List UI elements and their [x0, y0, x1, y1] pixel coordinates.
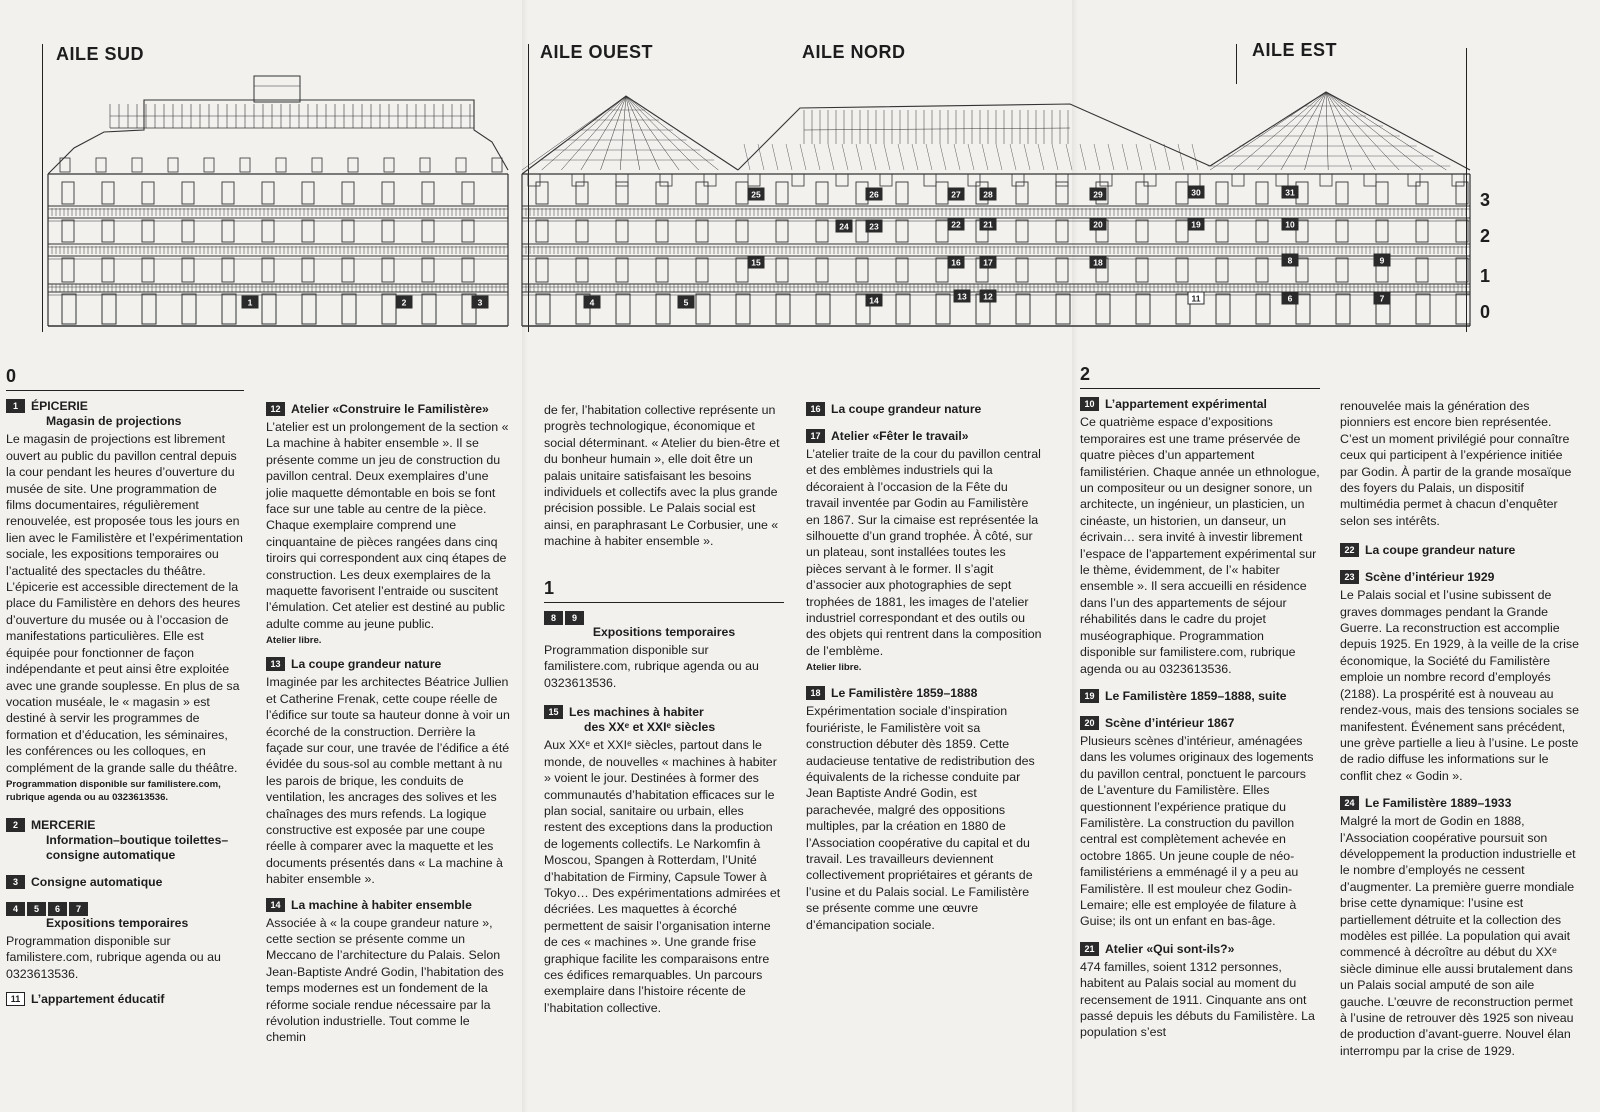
entry-body: Ce quatrième espace d’expositions temporaires est une trame préservée de quatre pièces d’un appartement familistérien. Chaque année un ethnologue, un compositeur ou un designer sonore, un architecte, un ingénieur, un plasticien, un cinéaste, un historien, un danseur, un écrivain… sera invité à investir librement l’espace de l’appartement expérimental sur le thème, évidemment, de l’« habiter ensemble ». Il sera accueilli en résidence dans l’un des appartements de séjour réhabilités dans le cadre du projet muséographique. Programmation disponible sur familistere.com, rubrique agenda ou au 0323613536.: [1080, 415, 1320, 676]
room-marker-label-19: 19: [1191, 219, 1201, 230]
room-marker-label-8: 8: [1287, 255, 1293, 266]
entry-title: L’appartement éducatif: [31, 992, 165, 1007]
entry-title: Scène d’intérieur 1929: [1365, 570, 1495, 585]
entry-2: [6, 818, 244, 863]
entry-body: L’atelier traite de la cour du pavillon central et des emblèmes industriels qui la décoraient à l’occasion de la Fête du travail inventée par Godin au Familistère en 1867. Sur la cimaise est représentée la silhouette d’un grand trophée. À côté, sur un plateau, sont installées toutes les pièces servant à le former. Il s’agit d’associer aux photographies de sept trophées de 1881, les images de l’atelier industriel correspondant et des outils ou des objets qui rentrent dans la composition de l’emblème.: [806, 447, 1042, 658]
entry-title: ÉPICERIE: [31, 399, 88, 414]
room-marker-label-12: 12: [983, 291, 993, 302]
entry-title: Atelier «Qui sont-ils?»: [1105, 941, 1235, 956]
room-marker-label-28: 28: [983, 189, 993, 200]
entry-title: MERCERIE: [31, 817, 96, 832]
text-column-6: [1340, 398, 1580, 1068]
room-badge: 23: [1340, 570, 1359, 584]
level-label-3: 3: [1480, 190, 1491, 210]
wing-label-nord: AILE NORD: [802, 42, 906, 62]
room-marker-label-20: 20: [1093, 219, 1103, 230]
entry-title: Le Familistère 1859–1888, suite: [1105, 688, 1287, 703]
entry-body: Le magasin de projections est librement ouvert au public du pavillon central depuis la cour pendant les heures d’ouverture du musée de site. Une programmation de films documentaires, régulièrement renouvelée, est proposée tous les jours en lien avec le Familistère et l’expérimentation sociale, les expositions temporaires ou l’actualité des spectacles du théâtre. L’épicerie est accessible directement de la place du Familistère en dehors des heures d’ouverture du musée ou à l’occasion de manifestations particulières. Elle est équipée pour fonctionner de façon indépendante et peut ainsi être exploitée avec une grande souplesse. En plus de sa vocation muséale, le « magasin » est destiné à servir les programmes de formation et d’éducation, les séminaires, les conférences ou les colloques, en complément de la grande salle du théâtre.: [6, 432, 243, 775]
room-badge: 20: [1080, 716, 1099, 730]
entry-subtitle: Magasin de projections: [46, 414, 182, 429]
room-marker-label-11: 11: [1191, 293, 1201, 304]
room-marker-label-17: 17: [983, 257, 993, 268]
room-badge: 1: [6, 399, 25, 413]
room-badge: 13: [266, 657, 285, 671]
text-column-4: [806, 402, 1044, 942]
entry-15: [544, 705, 784, 1016]
room-badge: 19: [1080, 689, 1099, 703]
entry-body: Malgré la mort de Godin en 1888, l’Association coopérative poursuit son développement la production industrielle et le nombre d’employés ne cessent d’augmenter. La première guerre mondiale brise cette dynamique: l’usine est partiellement détruite et la collection des modèles est pillée. La population qui avait commencé à décroître au début du XXᵉ siècle diminue elle aussi brutalement dans un Palais social amputé de son aile gauche. L’œuvre de reconstruction permet à l’usine de retrouver dès 1925 son niveau de production d’avant-guerre. Nouvel élan interrompu par la crise de 1929.: [1340, 814, 1576, 1058]
room-marker-label-22: 22: [951, 219, 961, 230]
entry-body: L’atelier est un prolongement de la section « La machine à habiter ensemble ». Il se présente comme un jeu de construction du pavillon central. Deux exemplaires d’une jolie maquette démontable en bois se font face sur une table au centre de la pièce. Chaque exemplaire comprend une cinquantaine de pièces rangées dans cinq tiroirs qui correspondent aux cinq étapes de construction. Les deux exemplaires de la maquette favorisent l’entraide ou suscitent l’émulation. Cet atelier est destiné au public adulte comme au jeune public.: [266, 420, 509, 631]
room-badge: 12: [266, 402, 285, 416]
section-rule: [1080, 388, 1320, 389]
text-column-2: [266, 402, 510, 1055]
room-marker-label-21: 21: [983, 219, 993, 230]
entry-title: La coupe grandeur nature: [291, 657, 442, 672]
room-badge: 8: [544, 611, 563, 625]
entry-12: [266, 402, 510, 647]
entry-18: [806, 686, 1044, 933]
entry-note: Atelier libre.: [806, 662, 862, 674]
text-column-5: [1080, 366, 1320, 1050]
level-axis: [1466, 48, 1467, 332]
entry-3: [6, 875, 244, 890]
entry-body: Le Palais social et l’usine subissent de graves dommages pendant la Grande Guerre. La reconstruction est accomplie depuis 1925. En 1929, à la veille de la crise économique, la Société du Familistère emploie un nombre record d’employés (2188). La prospérité est à nouveau au rendez-vous, mais des tensions sociales se manifestent. Événement sans précédent, une grève partielle a lieu à l’usine. Le poste de radio diffuse les informations sur le conflit chez « Godin ».: [1340, 588, 1580, 783]
entry-16: [806, 402, 1044, 417]
room-badge: 17: [806, 429, 825, 443]
entry-title: La coupe grandeur nature: [1365, 543, 1516, 558]
room-marker-label-27: 27: [951, 189, 961, 200]
entry-body: Programmation disponible sur familistere.com, rubrique agenda ou au 0323613536.: [6, 933, 221, 981]
entry-note: Programmation disponible sur familistere.com, rubrique agenda ou au 0323613536.: [6, 778, 221, 803]
room-marker-label-15: 15: [751, 257, 761, 268]
wing-label-sud: AILE SUD: [56, 44, 145, 64]
section-number: 0: [6, 366, 17, 386]
room-badge: 6: [48, 902, 67, 916]
entry-title: Scène d’intérieur 1867: [1105, 715, 1235, 730]
entry-subtitle: Expositions temporaires: [46, 915, 189, 930]
entry-title: La machine à habiter ensemble: [291, 897, 472, 912]
room-marker-label-31: 31: [1285, 187, 1295, 198]
entry-subtitle: Expositions temporaires: [592, 625, 736, 640]
room-badge: 10: [1080, 397, 1099, 411]
room-badge: 3: [6, 875, 25, 889]
section-number: 2: [1080, 364, 1091, 384]
room-marker-label-16: 16: [951, 257, 961, 268]
level-label-1: 1: [1480, 266, 1491, 286]
entry-body: Programmation disponible sur familistere.com, rubrique agenda ou au 0323613536.: [544, 643, 759, 690]
entry-title: Le Familistère 1889–1933: [1365, 796, 1512, 811]
text-column-3: [544, 402, 784, 1025]
entry-11: [6, 992, 244, 1007]
entry-24: [1340, 796, 1580, 1059]
entry-body: Associée à « la coupe grandeur nature », cette section se présente comme un Meccano de l’architecture du Palais. Selon Jean-Baptiste André Godin, l’habitation des temps modernes est un fondement de la réforme sociale rendue nécessaire par la révolution industrielle. Tout comme le chemin: [266, 915, 504, 1045]
entry-8-9: [544, 611, 784, 691]
entry-21-continued: renouvelée mais la génération des pionniers est encore bien représentée. C’est un moment privilégié pour connaître ceux qui participent à l’expérience initiée par Godin. À partir de la grande mosaïque des foyers du Palais, un dispositif multimédia permet à chacun d’enquêter selon ses intérêts.: [1340, 399, 1572, 528]
entry-note: Atelier libre.: [266, 635, 322, 647]
room-marker-label-14: 14: [869, 295, 879, 306]
entry-subtitle: Information–boutique toilettes–consigne automatique: [46, 832, 229, 862]
section-number: 1: [544, 577, 555, 598]
room-badge: 18: [806, 686, 825, 700]
room-marker-label-13: 13: [957, 291, 967, 302]
entry-4-7: [6, 902, 244, 982]
room-badge: 2: [6, 818, 25, 832]
room-marker-label-24: 24: [839, 221, 849, 232]
room-marker-label-7: 7: [1379, 293, 1385, 304]
wing-divider: [42, 44, 43, 332]
entry-title: Atelier «Fêter le travail»: [831, 429, 969, 443]
room-badge: 14: [266, 898, 285, 912]
entry-title: Atelier «Construire le Familistère»: [291, 402, 489, 416]
entry-title: Le Familistère 1859–1888: [831, 686, 978, 701]
room-marker-label-23: 23: [869, 221, 879, 232]
level-label-0: 0: [1480, 302, 1491, 322]
room-marker-label-5: 5: [683, 297, 689, 308]
entry-23: [1340, 570, 1580, 784]
entry-13: [266, 657, 510, 887]
section-rule: [6, 390, 244, 391]
building-elevation: [44, 70, 1560, 340]
room-marker-label-1: 1: [247, 297, 253, 308]
entry-19: [1080, 689, 1320, 704]
room-badge: 4: [6, 902, 25, 916]
room-badge: 5: [27, 902, 46, 916]
room-badge: 11: [6, 992, 25, 1006]
room-badge: 16: [806, 402, 825, 416]
level-label-2: 2: [1480, 226, 1491, 246]
text-column-1: [6, 368, 244, 1016]
room-marker-label-26: 26: [869, 189, 879, 200]
entry-title: La coupe grandeur nature: [831, 402, 982, 416]
entry-20: [1080, 716, 1320, 930]
entry-title-line-2: des XXᵉ et XXIᵉ siècles: [584, 720, 716, 735]
room-badge: 15: [544, 705, 563, 719]
entry-10: [1080, 397, 1320, 677]
entry-body: 474 familles, soient 1312 personnes, habitent au Palais social au moment du recensement de 1911. Cinquante ans ont passé depuis les débuts du Familistère. La population s’est: [1080, 959, 1315, 1040]
entry-14: [266, 898, 510, 1046]
entry-21: [1080, 942, 1320, 1041]
entry-title: L’appartement expérimental: [1105, 397, 1267, 412]
room-marker-label-18: 18: [1093, 257, 1103, 268]
entry-1: [6, 399, 244, 804]
room-marker-label-2: 2: [401, 297, 407, 308]
room-marker-label-29: 29: [1093, 189, 1103, 200]
entry-body: Aux XXᵉ et XXIᵉ siècles, partout dans le monde, de nouvelles « machines à habiter » voient le jour. Destinées à former des communautés d’habitation efficaces sur le plan social, sanitaire ou urbain, elles restent des exceptions dans la production de logements collectifs. Le Narkomfin à Moscou, Spangen à Rotterdam, l’Unité d’habitation de Firminy, Capsule Tower à Tokyo… Des expérimentations admirées et décriées. Les maquettes à écorché permettent de saisir l’organisation interne de ces « machines ». Une grande frise graphique facilite les comparaisons entre ces édifices remarquables. Un parcours exemplaire dans l’histoire récente de l’habitation collective.: [544, 738, 781, 1015]
room-marker-label-3: 3: [477, 297, 483, 308]
entry-body: Imaginée par les architectes Béatrice Jullien et Catherine Frenak, cette coupe réelle de l’édifice sur toute sa hauteur donne à voir un écorché de la construction. Derrière la façade sur cour, une travée de l’édifice a été évidée du sous-sol au comble mettant à nu les parois de brique, les conduits de ventilation, les ancrages des solives et les chaînages des murs refends. La logique constructive est exposée par une coupe réelle à comparer avec la maquette et les documents présentés dans « La machine à habiter ensemble ».: [266, 675, 510, 887]
room-marker-label-4: 4: [589, 297, 595, 308]
entry-body: Plusieurs scènes d’intérieur, aménagées dans les volumes originaux des logements du pavillon central, ponctuent le parcours de L’aventure du Familistère. Elles questionnent l’expérience pratique du Familistère. La construction du pavillon central est complètement achevée en octobre 1865. Un jeune couple de néo-familistériens a emménagé il y a peu au Familistère. Il est mouleur chez Godin-Lemaire; elle est employée de filature à Guise; ils ont un enfant en bas-âge.: [1080, 733, 1314, 929]
room-badge: 7: [69, 902, 88, 916]
entry-17: [806, 429, 1044, 674]
room-marker-label-10: 10: [1285, 219, 1295, 230]
entry-title: Les machines à habiter: [569, 705, 704, 720]
wing-label-est: AILE EST: [1252, 40, 1338, 60]
entry-14-continued: de fer, l’habitation collective représente un progrès technologique, économique et social déterminant. « Atelier du bien-être et du bonheur humain », elle doit être un palais unitaire satisfaisant les besoins individuels et collectifs avec la plus grande précision possible. Le Palais social est ainsi, en paraphrasant Le Corbusier, une « machine à habiter ensemble ».: [544, 403, 780, 549]
room-badge: 24: [1340, 796, 1359, 810]
room-marker-label-25: 25: [751, 189, 761, 200]
room-marker-label-9: 9: [1379, 255, 1385, 266]
entry-body: Expérimentation sociale d’inspiration fouriériste, le Familistère voit sa construction débuter dès 1859. Cette audacieuse tentative de redistribution des équivalents de la richesse conduite par Jean Baptiste André Godin, est parachevée, malgré des oppositions multiples, par la création en 1880 de l’Association coopérative du capital et du travail. Les travailleurs deviennent collectivement propriétaires et gérants de l’usine et du Palais social. Le Familistère se présente comme une œuvre d’émancipation sociale.: [806, 704, 1035, 932]
room-marker-label-30: 30: [1191, 187, 1201, 198]
room-marker-label-6: 6: [1287, 293, 1293, 304]
entry-22: [1340, 543, 1580, 558]
section-rule: [544, 602, 784, 603]
wing-label-ouest: AILE OUEST: [540, 42, 654, 62]
room-badge: 9: [565, 611, 584, 625]
entry-title: Consigne automatique: [31, 874, 163, 889]
room-badge: 21: [1080, 942, 1099, 956]
room-badge: 22: [1340, 543, 1359, 557]
